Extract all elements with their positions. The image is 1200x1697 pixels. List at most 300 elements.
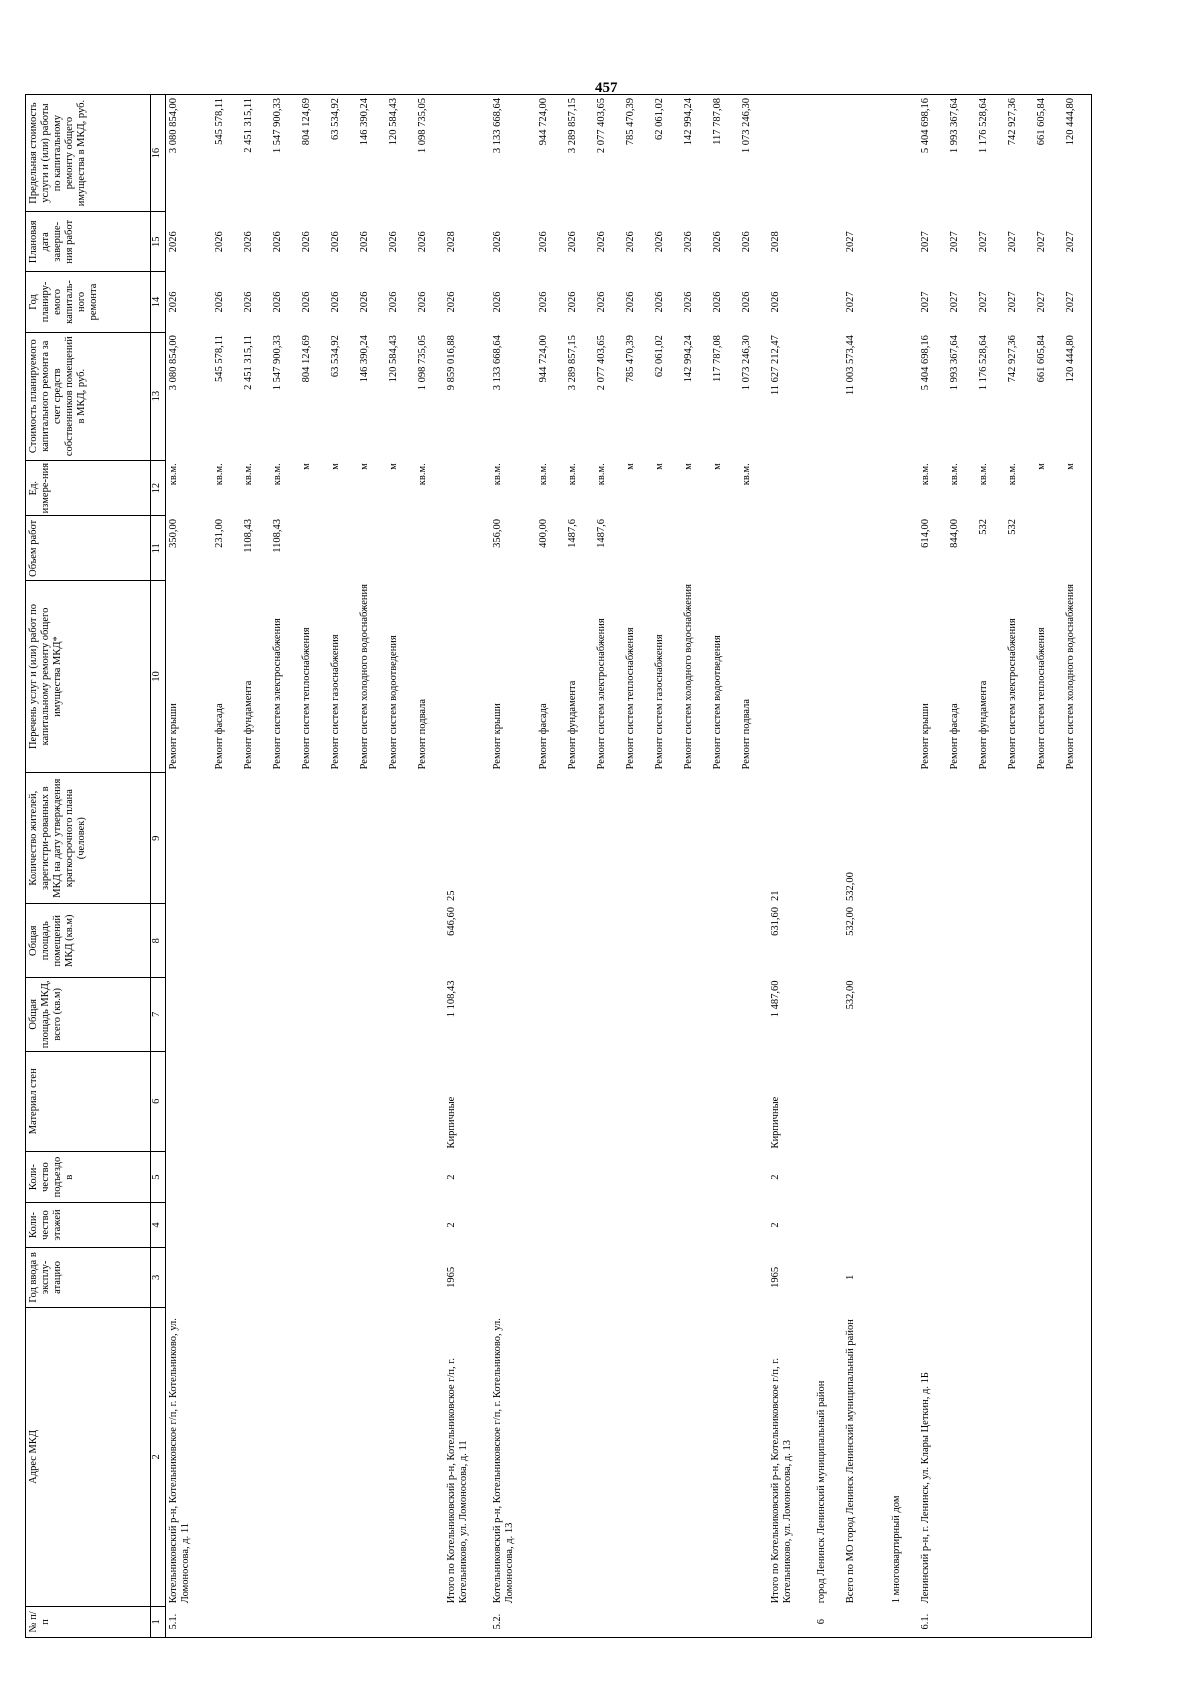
table-row [652, 95, 681, 1638]
header-cell: Плановая дата заверше-ния работ [26, 212, 151, 272]
cost-cell: 1 073 246,30 [740, 335, 752, 391]
end-year-cell: 2026 [537, 231, 549, 253]
unit-cell [768, 460, 814, 516]
table-row [1063, 95, 1092, 1638]
work-type-cell [843, 581, 889, 773]
table-row [814, 95, 843, 1638]
cost-cell: 1 547 900,33 [271, 335, 283, 391]
entrances-cell [166, 1151, 212, 1202]
total-area-cell [976, 978, 1005, 1052]
limit-cost-cell: 1 547 900,33 [270, 95, 299, 212]
work-type-cell [889, 581, 918, 773]
limit-cost-cell [814, 95, 843, 212]
plan-year-cell: 2027 [844, 291, 856, 313]
entrances-cell [270, 1151, 299, 1202]
header-cell: № п/п [26, 1606, 151, 1637]
limit-cost-cell: 142 994,24 [681, 95, 710, 212]
total-area-cell [1034, 978, 1063, 1052]
plan-year-cell: 2026 [653, 291, 665, 313]
floors-cell [918, 1203, 947, 1248]
volume-cell [889, 516, 918, 581]
unit-cell: м [387, 463, 399, 470]
cost-cell: 9 859 016,88 [445, 335, 457, 391]
row-number: 5.2. [490, 1606, 536, 1637]
table-row [710, 95, 739, 1638]
work-type-cell [814, 581, 843, 773]
row-number [652, 1606, 681, 1637]
table-row [328, 95, 357, 1638]
cost-cell: 785 470,39 [624, 335, 636, 383]
address-cell [357, 1308, 386, 1607]
column-number: 1 [151, 1606, 166, 1637]
address-cell: Итого по Котельниковский р-н, Котельниковское г/п, г. Котельниково, ул. Ломоносова, д. 13 [769, 1357, 793, 1604]
cost-cell: 5 404 698,16 [919, 335, 931, 391]
column-number: 6 [151, 1051, 166, 1151]
work-type-cell: Ремонт систем водоотведения [711, 635, 723, 770]
address-cell [739, 1308, 768, 1607]
year-cell [594, 1247, 623, 1307]
unit-cell: м [1035, 463, 1047, 470]
plan-year-cell: 2026 [682, 291, 694, 313]
residents-cell [212, 772, 241, 904]
total-area-cell: 1 108,43 [445, 980, 457, 1018]
rooms-area-cell [1063, 904, 1092, 978]
unit-cell: м [1063, 460, 1092, 516]
volume-cell: 1487,6 [566, 519, 578, 548]
table-row [444, 95, 490, 1638]
entrances-cell [1005, 1151, 1034, 1202]
wall-material-cell [536, 1051, 565, 1151]
row-number: 6 [814, 1606, 843, 1637]
column-number: 5 [151, 1151, 166, 1202]
volume-cell: 1108,43 [242, 519, 254, 553]
unit-cell: кв.м. [242, 463, 254, 486]
cost-cell: 120 584,43 [387, 335, 399, 383]
work-type-cell: Ремонт систем газоснабжения [329, 634, 341, 770]
plan-year-cell: 2027 [977, 291, 989, 313]
table-row [918, 95, 947, 1638]
end-year-cell: 2027 [1006, 231, 1018, 253]
header-cell: Материал стен [26, 1051, 151, 1151]
cost-cell: 2 451 315,11 [242, 335, 254, 390]
header-cell: Предельная стоимость услуги и (или) работы по капитальному ремонту общего имущества в МКД, руб. [26, 95, 151, 212]
floors-cell [565, 1203, 594, 1248]
year-cell [814, 1247, 843, 1307]
year-cell: 1965 [769, 1266, 781, 1288]
limit-cost-cell [444, 95, 490, 212]
table-row [768, 95, 814, 1638]
end-year-cell: 2026 [491, 231, 503, 253]
rooms-area-cell [710, 904, 739, 978]
row-number [1005, 1606, 1034, 1637]
residents-cell [889, 772, 918, 904]
unit-cell: кв.м. [919, 463, 931, 486]
unit-cell [814, 460, 843, 516]
cost-cell: 3 080 854,00 [168, 335, 179, 391]
plan-year-cell: 2026 [329, 291, 341, 313]
floors-cell: 2 [769, 1222, 781, 1228]
floors-cell [1034, 1203, 1063, 1248]
address-cell [1063, 1308, 1092, 1607]
floors-cell [1005, 1203, 1034, 1248]
address-cell: 1 многоквартирный дом [890, 1495, 902, 1604]
end-year-cell: 2026 [271, 231, 283, 253]
volume-cell [328, 516, 357, 581]
wall-material-cell [976, 1051, 1005, 1151]
volume-cell [415, 516, 444, 581]
limit-cost-cell: 545 578,11 [212, 95, 241, 212]
entrances-cell [536, 1151, 565, 1202]
row-number [536, 1606, 565, 1637]
residents-cell [415, 772, 444, 904]
year-cell [1005, 1247, 1034, 1307]
plan-year-cell: 2026 [445, 291, 457, 313]
end-year-cell: 2027 [1063, 212, 1092, 272]
table-row [490, 95, 536, 1638]
year-cell [299, 1247, 328, 1307]
limit-cost-cell [889, 95, 918, 212]
work-type-cell: Ремонт фундамента [242, 680, 254, 770]
year-cell [1034, 1247, 1063, 1307]
cost-cell: 120 444,80 [1063, 332, 1092, 460]
wall-material-cell [947, 1051, 976, 1151]
address-cell [710, 1308, 739, 1607]
unit-cell: кв.м. [416, 463, 428, 486]
work-type-cell: Ремонт фасада [213, 703, 225, 770]
column-number: 7 [151, 978, 166, 1052]
plan-year-cell: 2027 [919, 291, 931, 313]
wall-material-cell [594, 1051, 623, 1151]
floors-cell [166, 1203, 212, 1248]
table-row [386, 95, 415, 1638]
residents-cell [976, 772, 1005, 904]
unit-cell: м [624, 463, 636, 470]
wall-material-cell [212, 1051, 241, 1151]
cost-cell: 3 133 668,64 [491, 335, 503, 391]
limit-cost-cell: 661 605,84 [1034, 95, 1063, 212]
year-cell [889, 1247, 918, 1307]
end-year-cell: 2028 [445, 231, 457, 253]
residents-cell [623, 772, 652, 904]
total-area-cell [386, 978, 415, 1052]
work-type-cell: Ремонт фундамента [977, 680, 989, 770]
header-cell: Общая площадь помещений МКД (кв.м) [26, 904, 151, 978]
limit-cost-cell: 785 470,39 [623, 95, 652, 212]
unit-cell: м [329, 463, 341, 470]
plan-year-cell [814, 272, 843, 332]
total-area-cell [1063, 978, 1092, 1052]
unit-cell: кв.м. [595, 463, 607, 486]
total-area-cell [652, 978, 681, 1052]
total-area-cell [490, 978, 536, 1052]
limit-cost-cell: 63 534,92 [328, 95, 357, 212]
column-number-row [151, 95, 166, 1638]
total-area-cell [814, 978, 843, 1052]
rooms-area-cell [739, 904, 768, 978]
limit-cost-cell: 1 176 528,64 [976, 95, 1005, 212]
end-year-cell: 2026 [300, 231, 312, 253]
total-area-cell [565, 978, 594, 1052]
wall-material-cell [739, 1051, 768, 1151]
address-cell [386, 1308, 415, 1607]
work-type-cell: Ремонт систем холодного водоснабжения [682, 584, 694, 770]
limit-cost-cell: 2 077 403,65 [594, 95, 623, 212]
header-row [26, 95, 151, 1638]
volume-cell [357, 516, 386, 581]
row-number [444, 1606, 490, 1637]
rooms-area-cell: 631,60 [769, 906, 781, 936]
work-type-cell: Ремонт фундамента [566, 680, 578, 770]
entrances-cell [652, 1151, 681, 1202]
table-row [739, 95, 768, 1638]
row-number [739, 1606, 768, 1637]
header-cell: Год планиру-емого капиталь-ного ремонта [26, 272, 151, 332]
work-type-cell: Ремонт систем электроснабжения [271, 618, 283, 770]
plan-year-cell: 2027 [1006, 291, 1018, 313]
entrances-cell [814, 1151, 843, 1202]
volume-cell [739, 516, 768, 581]
volume-cell: 614,00 [919, 519, 931, 548]
page-number: 457 [595, 80, 618, 96]
table-row [270, 95, 299, 1638]
year-cell [681, 1247, 710, 1307]
plan-year-cell: 2026 [387, 291, 399, 313]
floors-cell [889, 1203, 918, 1248]
work-type-cell: Ремонт систем холодного водоснабжения [358, 584, 370, 770]
year-cell [565, 1247, 594, 1307]
plan-year-cell: 2026 [740, 291, 752, 313]
plan-year-cell: 2026 [624, 291, 636, 313]
row-number [1063, 1606, 1092, 1637]
rooms-area-cell [1005, 904, 1034, 978]
limit-cost-cell: 5 404 698,16 [918, 95, 947, 212]
residents-cell [739, 772, 768, 904]
cost-cell: 62 061,02 [653, 335, 665, 378]
entrances-cell [490, 1151, 536, 1202]
rooms-area-cell [212, 904, 241, 978]
end-year-cell: 2027 [919, 231, 931, 253]
plan-year-cell: 2026 [491, 291, 503, 313]
address-cell [270, 1308, 299, 1607]
plan-year-cell: 2026 [537, 291, 549, 313]
rooms-area-cell [490, 904, 536, 978]
plan-year-cell: 2027 [948, 291, 960, 313]
year-cell [490, 1247, 536, 1307]
cost-cell: 3 289 857,15 [566, 335, 578, 391]
address-cell [652, 1308, 681, 1607]
floors-cell [490, 1203, 536, 1248]
entrances-cell [623, 1151, 652, 1202]
limit-cost-cell: 3 080 854,00 [166, 95, 212, 212]
year-cell [415, 1247, 444, 1307]
total-area-cell [415, 978, 444, 1052]
year-cell [918, 1247, 947, 1307]
total-area-cell [357, 978, 386, 1052]
row-number [889, 1606, 918, 1637]
end-year-cell: 2027 [844, 231, 856, 253]
header-cell: Объем работ [26, 516, 151, 581]
end-year-cell: 2028 [769, 231, 781, 253]
entrances-cell [415, 1151, 444, 1202]
table-row [357, 95, 386, 1638]
total-area-cell [947, 978, 976, 1052]
end-year-cell: 2027 [948, 231, 960, 253]
floors-cell [681, 1203, 710, 1248]
row-number: 6.1. [918, 1606, 947, 1637]
column-number: 14 [151, 272, 166, 332]
address-cell [565, 1308, 594, 1607]
volume-cell: 532 [977, 519, 989, 535]
rooms-area-cell [594, 904, 623, 978]
rooms-area-cell [681, 904, 710, 978]
residents-cell [681, 772, 710, 904]
floors-cell [739, 1203, 768, 1248]
rooms-area-cell [889, 904, 918, 978]
row-number [976, 1606, 1005, 1637]
total-area-cell: 532,00 [844, 980, 856, 1010]
work-type-cell: Ремонт систем электроснабжения [1006, 618, 1018, 770]
volume-cell [843, 516, 889, 581]
total-area-cell [889, 978, 918, 1052]
limit-cost-cell: 3 133 668,64 [490, 95, 536, 212]
year-cell [166, 1247, 212, 1307]
cost-cell: 1 176 528,64 [977, 335, 989, 391]
cost-cell: 63 534,92 [329, 335, 341, 378]
volume-cell: 350,00 [168, 519, 179, 548]
entrances-cell [299, 1151, 328, 1202]
wall-material-cell [652, 1051, 681, 1151]
total-area-cell [270, 978, 299, 1052]
work-type-cell: Ремонт подвала [740, 698, 752, 770]
floors-cell [947, 1203, 976, 1248]
column-number: 13 [151, 332, 166, 460]
cost-cell: 146 390,24 [358, 335, 370, 383]
residents-cell [1063, 772, 1092, 904]
address-cell [328, 1308, 357, 1607]
row-number [565, 1606, 594, 1637]
end-year-cell: 2026 [566, 231, 578, 253]
row-number [594, 1606, 623, 1637]
entrances-cell [386, 1151, 415, 1202]
plan-year-cell: 2026 [242, 291, 254, 313]
floors-cell [1063, 1203, 1092, 1248]
entrances-cell [681, 1151, 710, 1202]
work-type-cell: Ремонт систем электроснабжения [595, 618, 607, 770]
plan-year-cell: 2026 [769, 291, 781, 313]
limit-cost-cell: 1 073 246,30 [739, 95, 768, 212]
year-cell [623, 1247, 652, 1307]
table-row [415, 95, 444, 1638]
table-row [299, 95, 328, 1638]
entrances-cell [212, 1151, 241, 1202]
address-cell [1005, 1308, 1034, 1607]
table-row [536, 95, 565, 1638]
cost-cell: 117 787,08 [711, 335, 723, 382]
volume-cell [768, 516, 814, 581]
year-cell [710, 1247, 739, 1307]
address-cell: Всего по МО город Ленинск Ленинский муниципальный район [844, 1319, 856, 1604]
work-type-cell [444, 581, 490, 773]
plan-year-cell: 2026 [358, 291, 370, 313]
limit-cost-cell: 120 584,43 [386, 95, 415, 212]
plan-year-cell: 2026 [271, 291, 283, 313]
limit-cost-cell: 62 061,02 [652, 95, 681, 212]
header-cell: Перечень услуг и (или) работ по капитальному ремонту общего имущества МКД* [26, 581, 151, 773]
address-cell [536, 1308, 565, 1607]
residents-cell [357, 772, 386, 904]
rooms-area-cell [536, 904, 565, 978]
cost-cell: 142 994,24 [682, 335, 694, 383]
address-cell [415, 1308, 444, 1607]
total-area-cell [536, 978, 565, 1052]
floors-cell [299, 1203, 328, 1248]
end-year-cell: 2027 [977, 231, 989, 253]
residents-cell [299, 772, 328, 904]
plan-year-cell: 2026 [416, 291, 428, 313]
wall-material-cell [166, 1051, 212, 1151]
volume-cell: 1487,6 [595, 519, 607, 548]
row-number [386, 1606, 415, 1637]
address-cell [976, 1308, 1005, 1607]
floors-cell [710, 1203, 739, 1248]
entrances-cell [328, 1151, 357, 1202]
header-cell: Количество жителей, зарегистри-рованных в МКД на дату утверждения краткосрочного плана (человек) [26, 772, 151, 904]
table-row [594, 95, 623, 1638]
work-type-cell: Ремонт подвала [416, 698, 428, 770]
total-area-cell [212, 978, 241, 1052]
wall-material-cell [565, 1051, 594, 1151]
residents-cell [814, 772, 843, 904]
floors-cell [241, 1203, 270, 1248]
volume-cell: 532 [1006, 519, 1018, 535]
residents-cell [594, 772, 623, 904]
end-year-cell: 2026 [711, 231, 723, 253]
year-cell [739, 1247, 768, 1307]
volume-cell [623, 516, 652, 581]
column-number: 3 [151, 1247, 166, 1307]
unit-cell: кв.м. [566, 463, 578, 486]
volume-cell [814, 516, 843, 581]
volume-cell: 356,00 [491, 519, 503, 548]
floors-cell [594, 1203, 623, 1248]
wall-material-cell [1063, 1051, 1092, 1151]
work-type-cell: Ремонт фасада [948, 703, 960, 770]
total-area-cell [739, 978, 768, 1052]
address-cell [594, 1308, 623, 1607]
address-cell [947, 1308, 976, 1607]
wall-material-cell [889, 1051, 918, 1151]
table-row [976, 95, 1005, 1638]
unit-cell [843, 460, 889, 516]
year-cell: 1965 [445, 1266, 457, 1288]
plan-year-cell: 2026 [213, 291, 225, 313]
plan-year-cell: 2026 [711, 291, 723, 313]
floors-cell [976, 1203, 1005, 1248]
residents-cell [947, 772, 976, 904]
column-number: 9 [151, 772, 166, 904]
rooms-area-cell [652, 904, 681, 978]
wall-material-cell [299, 1051, 328, 1151]
residents-cell [1005, 772, 1034, 904]
end-year-cell: 2026 [595, 231, 607, 253]
cost-cell: 742 927,36 [1006, 335, 1018, 383]
wall-material-cell [490, 1051, 536, 1151]
column-number: 2 [151, 1308, 166, 1607]
rooms-area-cell [814, 904, 843, 978]
residents-cell [386, 772, 415, 904]
end-year-cell: 2026 [358, 231, 370, 253]
work-type-cell: Ремонт крыши [919, 703, 931, 770]
